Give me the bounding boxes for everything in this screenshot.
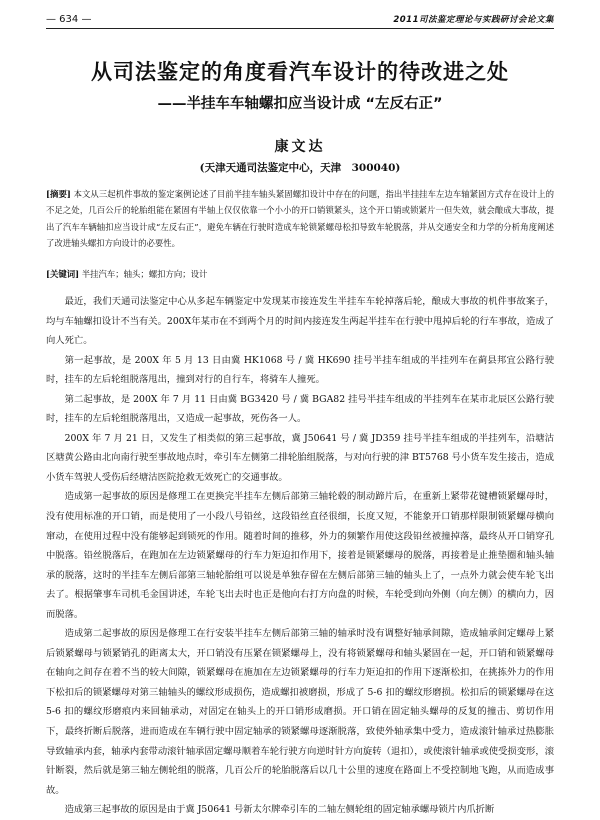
body-paragraph: 第一起事故，是 200X 年 5 月 13 日由冀 HK1068 号 / 冀 HK690 挂号半挂车组成的半挂列车在蓟县邦宜公路行驶时，挂车的左后轮组脱落甩出，撞到对行的自行车，将骑车人撞死。 bbox=[46, 354, 554, 386]
abstract-text: 本文从三起机件事故的鉴定案例论述了目前半挂车轴头紧固螺扣设计中存在的问题，指出半挂挂车左边车轴紧固方式存在设计上的不足之处，几百公斤的轮胎组能在紧固有半轴上仅仅依靠一个小小的开口销锁紧头，这个开口销或锁紧片一但失效，就会酿成大事故，提出了汽车车辆轴扣应当设计成“左反右正”，避免车辆在行驶时造成车轮锁紧螺母松扣导致车轮脱落，并从交通安全和力学的分析角度阐述了改进轴头螺扣方向设计的必要性。 bbox=[46, 189, 554, 248]
body-paragraph: 造成第二起事故的原因是修理工在行安装半挂车左侧后部第三轴的轴承时没有调整好轴承间隙，造成轴承间定螺母上紧后锁紧螺母与锁紧销孔的距离太大，开口销没有压紧在锁紧螺母上，没有将锁紧螺母和轴头紧固在一起，开口销和锁紧螺母在轴向之间存在着不当的较大间隙，锁紧螺母在施加在左边锁紧螺母的行车力矩迫扣的作用下逐渐松扣，在挑拣外力的作用下松扣后的锁紧螺母对第三轴轴头的螺纹形成损伤，造成螺扣被磨损，形成了 5-6 扣的螺纹形磨损。松扣后的锁紧螺母在这 5-6 扣的螺纹形磨痕内来回轴承动，对固定在轴头上的开口销形成磨损。开口销在固定轴头螺母的反复的撞击、剪切作用下，最终折断后脱落，进而造成在车辆行驶中固定轴承的锁紧螺母逐渐脱落，致使外轴承集中受力，造成滚针轴承过热膨胀导致轴承内套，轴承内套带动滚针轴承固定螺母顺着车轮行驶方向逆时针方向旋转（退扣），或使滚针轴承或使受损变形，滚针断裂，然后就是第三轴左侧轮组的脱落，几百公斤的轮胎脱落后以几十公里的速度在路面上不受控制地飞跑，从而造成事故。 bbox=[46, 628, 554, 796]
body-paragraph: 造成第一起事故的原因是修理工在更换完半挂车左侧后部第三轴轮毂的制动蹄片后，在重新上紧带花键槽锁紧螺母时，没有使用标准的开口销，而是使用了一小段八号铅丝，这段铅丝直径很细，长度又短，不能象开口销那样限制锁紧螺母横向窜动，在使用过程中没有能够起到锁死的作用。随着时间的推移，外力的频繁作用使这段铅丝被撞掉落，最终从开口销穿孔中脱落。铅丝脱落后，在跑加在左边锁紧螺母的行车力矩迫扣作用下，接着是锁紧螺母的脱落，再接着是止推垫圈和轴头轴承的脱落，这时的半挂车左侧后部第三轴轮胎组可以说是单独存留在左侧后部第三轴的轴头上了，一点外力就会使车轮飞出去了。根据肇事车司机毛金国讲述，车轮飞出去时也正是他向右打方向盘的时候，车轮受到向外侧（向左侧）的横向力，因而脱落。 bbox=[46, 491, 554, 620]
paper-subtitle: ——半挂车车轴螺扣应当设计成 “左反右正” bbox=[157, 96, 443, 112]
body-paragraph: 最近，我们天通司法鉴定中心从多起车辆鉴定中发现某市接连发生半挂车车轮掉落后轮，酿成大事故的机件事故案子，均与车轴螺扣设计不当有关。200X年某市在不到两个月的时间内接连发生两起半挂车在行驶中甩掉后轮的行车事故，造成了向人死亡。 bbox=[46, 296, 554, 347]
keywords-text: 半挂汽车；轴头；螺扣方向；设计 bbox=[81, 269, 208, 279]
abstract bbox=[46, 186, 554, 251]
keywords bbox=[46, 266, 554, 282]
journal-title: 2011司法鉴定理论与实践研讨会论文集 bbox=[393, 15, 554, 25]
author-affiliation: (天津天通司法鉴定中心，天津 300040) bbox=[199, 162, 401, 174]
abstract-label: [摘要] bbox=[46, 189, 71, 199]
paper-title: 从司法鉴定的角度看汽车设计的待改进之处 bbox=[91, 60, 509, 84]
page-number: — 634 — bbox=[46, 14, 92, 25]
running-header bbox=[46, 6, 554, 29]
body-text bbox=[46, 292, 554, 820]
body-paragraph: 200X 年 7 月 21 日，又发生了相类似的第三起事故，冀 J50641 号 / 冀 JD359 挂号半挂车组成的半挂列车，沿塘沽区塘黄公路由北向南行驶至事故地点时，牵引车左侧第二排轮胎组脱落，与对向行驶的津 BT5768 号小货车发生接击，造成小货车驾驶人受伤后经塘沽医院抢救无效死亡的交通事故。 bbox=[46, 432, 554, 483]
author-name: 康文达 bbox=[274, 139, 326, 155]
keywords-label: [关键词] bbox=[46, 269, 80, 279]
body-paragraph: 造成第三起事故的原因是由于冀 J50641 号新太尔牌牵引车的二轴左侧轮组的固定轴承螺母锁片内爪折断 bbox=[64, 804, 495, 816]
body-paragraph: 第二起事故，是 200X 年 7 月 11 日由冀 BG3420 号 / 冀 BGA82 挂号半挂车组成的半挂列车在某市北辰区公路行驶时，挂车的左后轮组脱落甩出，又造成一起事故，死伤各一人。 bbox=[46, 393, 554, 425]
